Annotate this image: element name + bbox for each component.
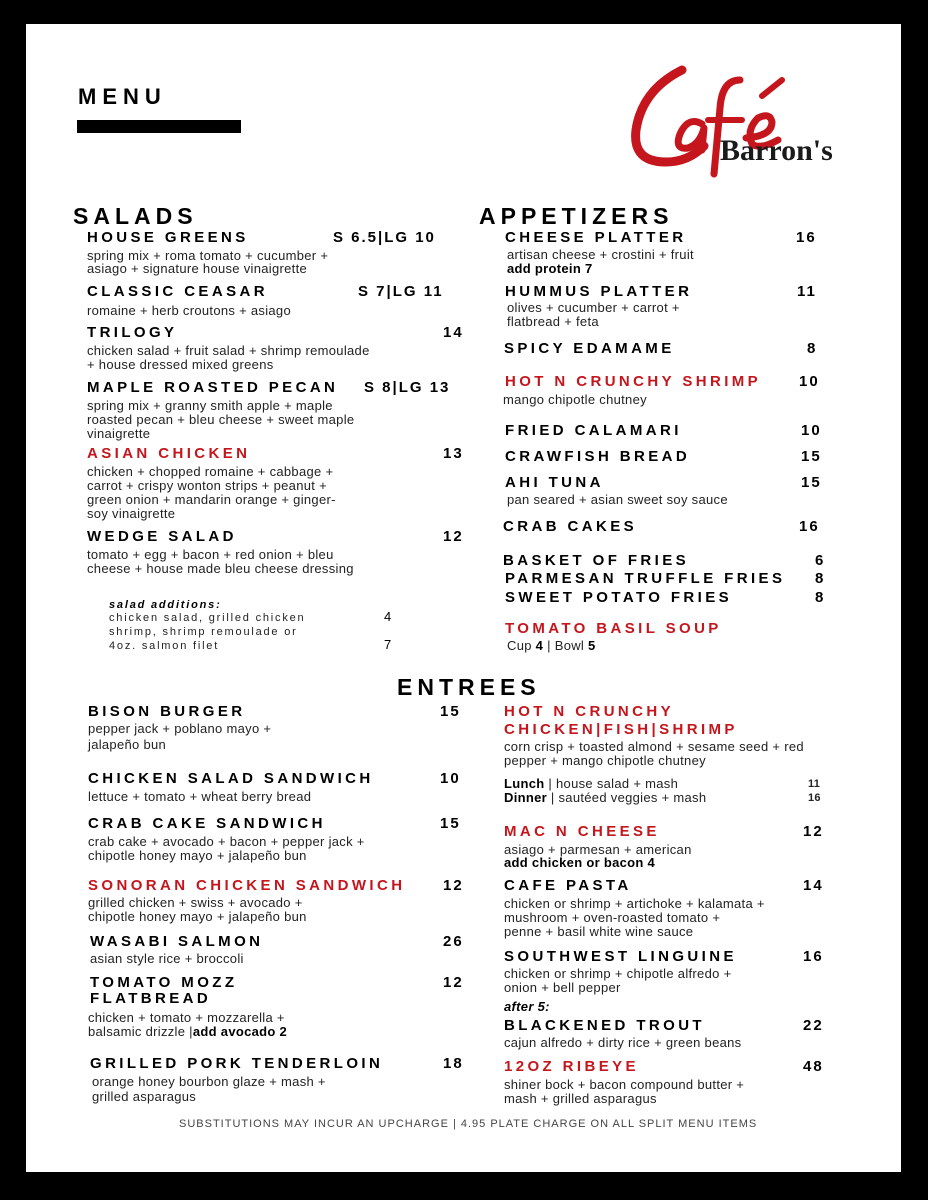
cafe-pasta-desc: chicken or shrimp + artichoke + kalamata + <box>504 896 765 911</box>
grilled-pork-desc: orange honey bourbon glaze + mash + <box>92 1074 326 1089</box>
crab-cake-sandwich-desc: chipotle honey mayo + jalapeño bun <box>88 848 307 863</box>
menu-title-underline <box>77 120 241 133</box>
tomato-mozz-name: TOMATO MOZZ <box>90 974 238 991</box>
southwest-linguine-name: SOUTHWEST LINGUINE <box>504 948 737 965</box>
cafe-pasta-name: CAFE PASTA <box>504 877 632 894</box>
blackened-trout-price: 22 <box>803 1017 824 1034</box>
spicy-edamame-price: 8 <box>807 340 818 357</box>
menu-page <box>26 24 901 1172</box>
crawfish-bread-name: CRAWFISH BREAD <box>505 448 691 465</box>
wedge-salad-desc: tomato + egg + bacon + red onion + bleu <box>87 547 334 562</box>
tomato-mozz-addon: add avocado 2 <box>192 1024 288 1039</box>
soup-separator: | <box>547 638 551 653</box>
southwest-linguine-price: 16 <box>803 948 824 965</box>
asian-chicken-desc: chicken + chopped romaine + cabbage + <box>87 464 334 479</box>
tomato-basil-soup-sizes <box>507 639 596 653</box>
bison-burger-name: BISON BURGER <box>88 703 246 720</box>
hot-crunchy-shrimp-desc: mango chipotle chutney <box>503 392 647 407</box>
ribeye-desc: mash + grilled asparagus <box>504 1091 657 1106</box>
hot-crunchy-shrimp-name: HOT N CRUNCHY SHRIMP <box>505 373 762 390</box>
entrees-heading: ENTREES <box>397 674 541 700</box>
classic-ceasar-price: S 7|LG 11 <box>358 283 444 300</box>
hot-crunchy-entree-name: HOT N CRUNCHY <box>504 703 675 720</box>
salad-additions-line: 4oz. salmon filet <box>109 640 220 652</box>
tomato-mozz-name: FLATBREAD <box>90 990 212 1007</box>
soup-cup-label: Cup <box>507 638 532 653</box>
wedge-salad-name: WEDGE SALAD <box>87 528 237 545</box>
bison-burger-price: 15 <box>440 703 461 720</box>
asian-chicken-name: ASIAN CHICKEN <box>87 445 251 462</box>
trilogy-price: 14 <box>443 324 464 341</box>
dinner-price: 16 <box>808 792 821 804</box>
mac-n-cheese-addon: add chicken or bacon 4 <box>504 855 656 870</box>
house-greens-desc: asiago + signature house vinaigrette <box>87 261 308 276</box>
fried-calamari-name: FRIED CALAMARI <box>505 422 682 439</box>
wedge-salad-price: 12 <box>443 528 464 545</box>
tomato-mozz-desc <box>88 1025 287 1039</box>
wasabi-salmon-desc: asian style rice + broccoli <box>90 951 244 966</box>
wasabi-salmon-name: WASABI SALMON <box>90 933 264 950</box>
lunch-label: Lunch <box>504 776 545 791</box>
tomato-mozz-price: 12 <box>443 974 464 991</box>
asian-chicken-desc: carrot + crispy wonton strips + peanut + <box>87 478 327 493</box>
cafe-pasta-desc: mushroom + oven-roasted tomato + <box>504 910 721 925</box>
soup-cup-price: 4 <box>535 638 544 653</box>
ahi-tuna-price: 15 <box>801 474 822 491</box>
ahi-tuna-desc: pan seared + asian sweet soy sauce <box>507 492 728 507</box>
salad-additions-price: 7 <box>384 637 394 652</box>
wedge-salad-desc: cheese + house made bleu cheese dressing <box>87 561 354 576</box>
crab-cakes-name: CRAB CAKES <box>503 518 638 535</box>
cheese-platter-name: CHEESE PLATTER <box>505 229 687 246</box>
grilled-pork-desc: grilled asparagus <box>92 1089 197 1104</box>
ahi-tuna-name: AHI TUNA <box>505 474 604 491</box>
appetizers-heading: APPETIZERS <box>479 203 674 229</box>
bison-burger-desc: jalapeño bun <box>88 737 167 752</box>
salad-additions-heading: salad additions: <box>109 599 222 611</box>
cheese-platter-addon: add protein 7 <box>507 261 593 276</box>
southwest-linguine-desc: chicken or shrimp + chipotle alfredo + <box>504 966 732 981</box>
maple-pecan-desc: spring mix + granny smith apple + maple <box>87 398 333 413</box>
soup-bowl-price: 5 <box>588 638 596 653</box>
trilogy-name: TRILOGY <box>87 324 178 341</box>
parmesan-fries-name: PARMESAN TRUFFLE FRIES <box>505 570 786 587</box>
chicken-salad-sandwich-price: 10 <box>440 770 461 787</box>
crab-cakes-price: 16 <box>799 518 820 535</box>
logo-barrons-text: Barron's <box>720 134 833 167</box>
ribeye-desc: shiner bock + bacon compound butter + <box>504 1077 745 1092</box>
hummus-platter-desc: flatbread + feta <box>507 314 599 329</box>
crab-cake-sandwich-desc: crab cake + avocado + bacon + pepper jack + <box>88 834 365 849</box>
classic-ceasar-name: CLASSIC CEASAR <box>87 283 268 300</box>
sweet-potato-fries-price: 8 <box>815 589 826 606</box>
blackened-trout-name: BLACKENED TROUT <box>504 1017 705 1034</box>
logo-cafe-text: Café <box>622 50 625 51</box>
house-greens-name: HOUSE GREENS <box>87 229 249 246</box>
hot-crunchy-entree-desc: corn crisp + toasted almond + sesame seed + red <box>504 739 804 754</box>
hot-crunchy-entree-name: CHICKEN|FISH|SHRIMP <box>504 721 738 738</box>
hot-crunchy-entree-desc: pepper + mango chipotle chutney <box>504 753 706 768</box>
mac-n-cheese-price: 12 <box>803 823 824 840</box>
maple-pecan-name: MAPLE ROASTED PECAN <box>87 379 339 396</box>
tomato-mozz-desc-text: balsamic drizzle | <box>88 1024 193 1039</box>
basket-fries-name: BASKET OF FRIES <box>503 552 690 569</box>
sonoran-chicken-sandwich-price: 12 <box>443 877 464 894</box>
crawfish-bread-price: 15 <box>801 448 822 465</box>
grilled-pork-price: 18 <box>443 1055 464 1072</box>
maple-pecan-price: S 8|LG 13 <box>364 379 451 396</box>
hot-crunchy-shrimp-price: 10 <box>799 373 820 390</box>
mac-n-cheese-desc: asiago + parmesan + american <box>504 842 692 857</box>
sonoran-chicken-sandwich-name: SONORAN CHICKEN SANDWICH <box>88 877 406 894</box>
southwest-linguine-desc: onion + bell pepper <box>504 980 621 995</box>
crab-cake-sandwich-name: CRAB CAKE SANDWICH <box>88 815 326 832</box>
chicken-salad-sandwich-name: CHICKEN SALAD SANDWICH <box>88 770 374 787</box>
cafe-pasta-price: 14 <box>803 877 824 894</box>
hot-crunchy-dinner <box>504 791 706 805</box>
lunch-text: | house salad + mash <box>548 776 679 791</box>
house-greens-desc: spring mix + roma tomato + cucumber + <box>87 248 329 263</box>
ribeye-name: 12OZ RIBEYE <box>504 1058 639 1075</box>
sonoran-chicken-sandwich-desc: grilled chicken + swiss + avocado + <box>88 895 303 910</box>
footer-note: SUBSTITUTIONS MAY INCUR AN UPCHARGE | 4.95 PLATE CHARGE ON ALL SPLIT MENU ITEMS <box>179 1118 758 1130</box>
sweet-potato-fries-name: SWEET POTATO FRIES <box>505 589 733 606</box>
basket-fries-price: 6 <box>815 552 826 569</box>
wasabi-salmon-price: 26 <box>443 933 464 950</box>
salads-heading: SALADS <box>73 203 198 229</box>
soup-bowl-label: Bowl <box>554 638 585 653</box>
lunch-price: 11 <box>808 778 821 790</box>
trilogy-desc: chicken salad + fruit salad + shrimp remoulade <box>87 343 370 358</box>
blackened-trout-desc: cajun alfredo + dirty rice + green beans <box>504 1035 742 1050</box>
ribeye-price: 48 <box>803 1058 824 1075</box>
menu-title: MENU <box>78 84 167 109</box>
hummus-platter-name: HUMMUS PLATTER <box>505 283 693 300</box>
dinner-label: Dinner <box>504 790 547 805</box>
sonoran-chicken-sandwich-desc: chipotle honey mayo + jalapeño bun <box>88 909 307 924</box>
dinner-text: | sautéed veggies + mash <box>550 790 707 805</box>
hot-crunchy-lunch <box>504 777 678 791</box>
house-greens-price: S 6.5|LG 10 <box>333 229 436 246</box>
hummus-platter-price: 11 <box>797 283 817 300</box>
grilled-pork-name: GRILLED PORK TENDERLOIN <box>90 1055 384 1072</box>
cafe-barrons-logo <box>622 50 852 180</box>
after-5-label: after 5: <box>504 999 550 1014</box>
salad-additions-line: chicken salad, grilled chicken <box>109 612 306 624</box>
asian-chicken-desc: green onion + mandarin orange + ginger- <box>87 492 336 507</box>
classic-ceasar-desc: romaine + herb croutons + asiago <box>87 303 291 318</box>
asian-chicken-price: 13 <box>443 445 464 462</box>
hummus-platter-desc: olives + cucumber + carrot + <box>507 300 680 315</box>
tomato-mozz-desc: chicken + tomato + mozzarella + <box>88 1010 285 1025</box>
spicy-edamame-name: SPICY EDAMAME <box>504 340 675 357</box>
maple-pecan-desc: vinaigrette <box>87 426 151 441</box>
parmesan-fries-price: 8 <box>815 570 826 587</box>
salad-additions-line: shrimp, shrimp remoulade or <box>109 626 298 638</box>
bison-burger-desc: pepper jack + poblano mayo + <box>88 721 272 736</box>
chicken-salad-sandwich-desc: lettuce + tomato + wheat berry bread <box>88 789 312 804</box>
trilogy-desc: + house dressed mixed greens <box>87 357 274 372</box>
asian-chicken-desc: soy vinaigrette <box>87 506 176 521</box>
tomato-basil-soup-name: TOMATO BASIL SOUP <box>505 620 722 637</box>
salad-additions-price: 4 <box>384 609 394 624</box>
cheese-platter-price: 16 <box>796 229 817 246</box>
crab-cake-sandwich-price: 15 <box>440 815 461 832</box>
mac-n-cheese-name: MAC N CHEESE <box>504 823 660 840</box>
cafe-pasta-desc: penne + basil white wine sauce <box>504 924 694 939</box>
cheese-platter-desc: artisan cheese + crostini + fruit <box>507 247 694 262</box>
fried-calamari-price: 10 <box>801 422 822 439</box>
maple-pecan-desc: roasted pecan + bleu cheese + sweet maple <box>87 412 355 427</box>
